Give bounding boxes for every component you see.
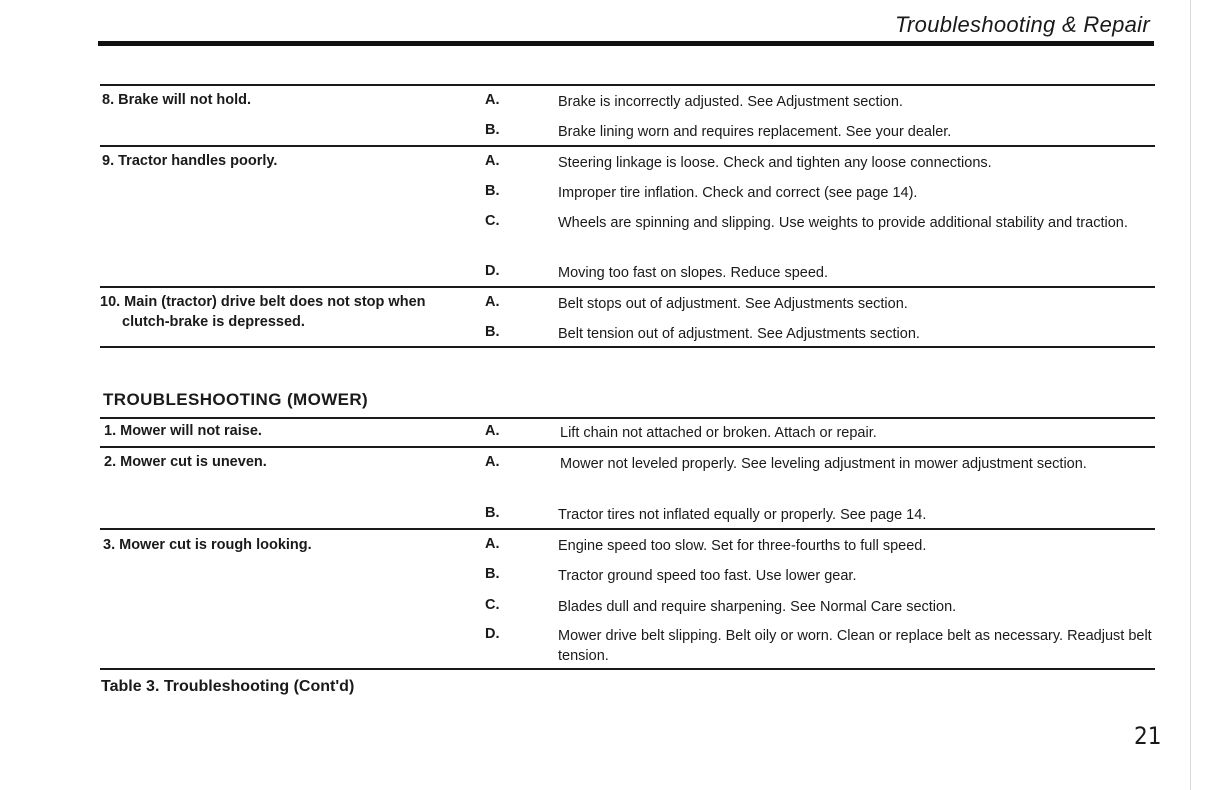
page-number: 21 (1134, 722, 1162, 750)
page-edge-line (1190, 0, 1191, 790)
cause-letter: B. (485, 505, 500, 521)
mower-problem-2-label: 2. Mower cut is uneven. (104, 454, 267, 470)
cause-text: Lift chain not attached or broken. Attach or repair. (560, 425, 877, 441)
cause-text: Brake lining worn and requires replacement. See your dealer. (558, 124, 952, 140)
cause-text: Brake is incorrectly adjusted. See Adjustment section. (558, 94, 903, 110)
cause-letter: A. (485, 153, 500, 169)
cause-letter: A. (485, 536, 500, 552)
header-rule (98, 41, 1154, 46)
table-bottom-rule (100, 346, 1155, 348)
cause-letter: D. (485, 626, 500, 642)
cause-text: Engine speed too slow. Set for three-fourths to full speed. (558, 538, 927, 554)
problem-8-label: 8. Brake will not hold. (102, 92, 252, 108)
cause-text: Blades dull and require sharpening. See Normal Care section. (558, 599, 957, 615)
cause-text: Moving too fast on slopes. Reduce speed. (558, 265, 829, 281)
row-divider (100, 446, 1155, 448)
cause-text: Mower drive belt slipping. Belt oily or worn. Clean or replace belt as necessary. Readjust belt tension. (558, 628, 1152, 664)
cause-text: Tractor ground speed too fast. Use lower gear. (558, 568, 857, 584)
cause-letter: A. (485, 294, 500, 310)
row-divider (100, 528, 1155, 530)
table-top-rule (100, 84, 1155, 86)
cause-letter: B. (485, 324, 500, 340)
cause-letter: B. (485, 122, 500, 138)
cause-text: Improper tire inflation. Check and correct (see page 14). (558, 185, 918, 201)
table-caption: Table 3. Troubleshooting (Cont'd) (101, 678, 355, 695)
mower-problem-1-label: 1. Mower will not raise. (104, 423, 262, 439)
cause-text: Belt stops out of adjustment. See Adjustments section. (558, 296, 908, 312)
mower-table-bottom-rule (100, 668, 1155, 670)
cause-letter: D. (485, 263, 500, 279)
cause-text: Belt tension out of adjustment. See Adjustments section. (558, 326, 920, 342)
cause-text: Steering linkage is loose. Check and tighten any loose connections. (558, 155, 992, 171)
cause-letter: A. (485, 423, 500, 439)
cause-text: Tractor tires not inflated equally or properly. See page 14. (558, 507, 927, 523)
cause-letter: B. (485, 183, 500, 199)
mower-table-top-rule (100, 417, 1155, 419)
cause-text: Wheels are spinning and slipping. Use weights to provide additional stability and traction. (558, 215, 1128, 231)
section-heading-mower: TROUBLESHOOTING (MOWER) (103, 390, 369, 409)
row-divider (100, 145, 1155, 147)
cause-letter: A. (485, 92, 500, 108)
problem-10-label: 10. Main (tractor) drive belt does not stop when clutch-brake is depressed. (100, 294, 426, 330)
problem-9-label: 9. Tractor handles poorly. (102, 153, 278, 169)
cause-letter: C. (485, 597, 500, 613)
cause-letter: C. (485, 213, 500, 229)
page-header-title: Troubleshooting & Repair (894, 12, 1150, 37)
cause-letter: B. (485, 566, 500, 582)
mower-problem-3-label: 3. Mower cut is rough looking. (103, 537, 312, 553)
cause-text: Mower not leveled properly. See leveling adjustment in mower adjustment section. (560, 456, 1087, 472)
cause-letter: A. (485, 454, 500, 470)
row-divider (100, 286, 1155, 288)
